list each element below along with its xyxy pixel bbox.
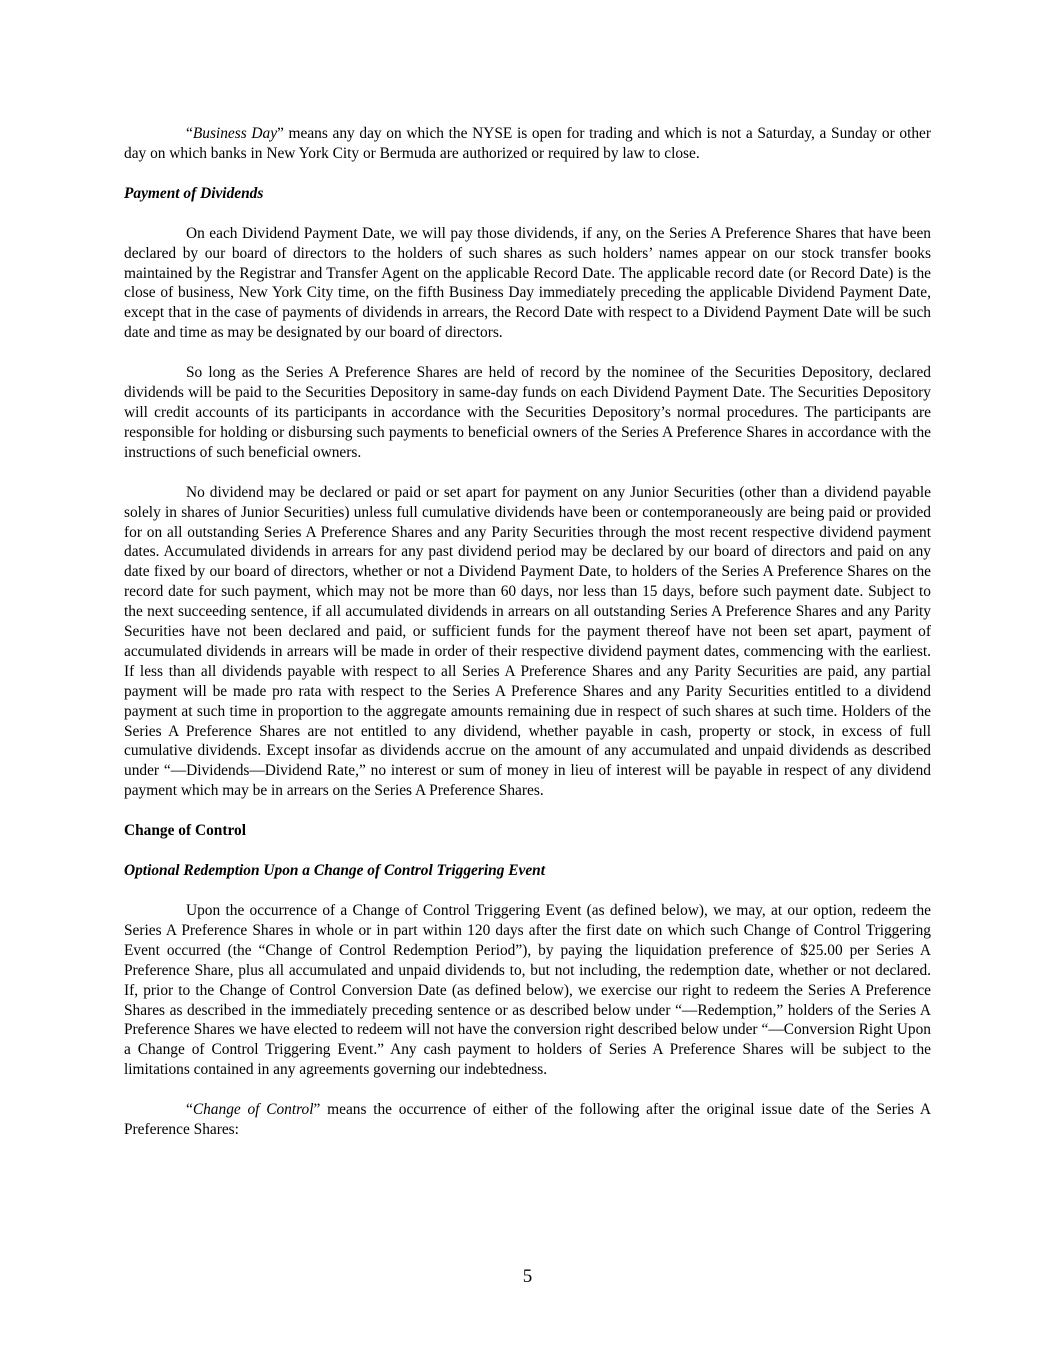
defined-term-business-day: Business Day bbox=[192, 125, 278, 142]
definition-text: ” means the occurrence of either of the following after the original issue date of the Series A Preference Shares: bbox=[124, 1101, 931, 1139]
document-body bbox=[124, 124, 931, 1160]
defined-term-change-of-control: Change of Control bbox=[192, 1101, 314, 1119]
change-of-control-definition bbox=[124, 1100, 931, 1140]
open-quote: “ bbox=[186, 125, 193, 142]
payment-paragraph-1: On each Dividend Payment Date, we will pay those dividends, if any, on the Series A Preference Shares that have been declared by our board of directors to the holders of such shares as such holders’ names appear on our stock transfer books maintained by the Registrar and Transfer Agent on the applicable Record Date. The applicable record date (or Record Date) is the close of business, New York City time, on the fifth Business Day immediately preceding the applicable Dividend Payment Date, except that in the case of payments of dividends in arrears, the Record Date with respect to a Dividend Payment Date will be such date and time as may be designated by our board of directors. bbox=[124, 224, 931, 342]
definition-text: ” means any day on which the NYSE is open for trading and which is not a Saturday, a Sunday or other day on which banks in New York City or Bermuda are authorized or required by law to close. bbox=[124, 125, 931, 162]
heading-optional-redemption: Optional Redemption Upon a Change of Control Triggering Event bbox=[124, 862, 546, 880]
business-day-definition bbox=[124, 124, 931, 164]
heading-payment-of-dividends: Payment of Dividends bbox=[124, 184, 264, 202]
payment-paragraph-3: No dividend may be declared or paid or set apart for payment on any Junior Securities (other than a dividend payable solely in shares of Junior Securities) unless full cumulative dividends have been or contemporaneously are being paid or provided for on all outstanding Series A Preference Shares and any Parity Securities through the most recent respective dividend payment dates. Accumulated dividends in arrears for any past dividend period may be declared by our board of directors and paid on any date fixed by our board of directors, whether or not a Dividend Payment Date, to holders of the Series A Preference Shares on the record date for such payment, which may not be more than 60 days, nor less than 15 days, before such payment date. Subject to the next succeeding sentence, if all accumulated dividends in arrears on all outstanding Series A Preference Shares and any Parity Securities have not been declared and paid, or sufficient funds for the payment thereof have not been set apart, payment of accumulated dividends in arrears will be made in order of their respective dividend payment dates, commencing with the earliest. If less than all dividends payable with respect to all Series A Preference Shares and any Parity Securities are paid, any partial payment will be made pro rata with respect to the Series A Preference Shares and any Parity Securities entitled to a dividend payment at such time in proportion to the aggregate amounts remaining due in respect of such shares at such time. Holders of the Series A Preference Shares are not entitled to any dividend, whether payable in cash, property or stock, in excess of full cumulative dividends. Except insofar as dividends accrue on the amount of any accumulated and unpaid dividends as described under “—Dividends—Dividend Rate,” no interest or sum of money in lieu of interest will be payable in respect of any dividend payment which may be in arrears on the Series A Preference Shares. bbox=[124, 483, 931, 800]
page-number: 5 bbox=[522, 1266, 533, 1287]
payment-paragraph-2: So long as the Series A Preference Shares are held of record by the nominee of the Securities Depository, declared dividends will be paid to the Securities Depository in same-day funds on each Dividend Payment Date. The Securities Depository will credit accounts of its participants in accordance with the Securities Depository’s normal procedures. The participants are responsible for holding or disbursing such payments to beneficial owners of the Series A Preference Shares in accordance with the instructions of such beneficial owners. bbox=[124, 364, 931, 461]
heading-change-of-control: Change of Control bbox=[124, 822, 246, 840]
open-quote: “ bbox=[186, 1101, 193, 1119]
redemption-paragraph: Upon the occurrence of a Change of Control Triggering Event (as defined below), we may, at our option, redeem the Series A Preference Shares in whole or in part within 120 days after the first date on which such Change of Control Triggering Event occurred (the “Change of Control Redemption Period”), by paying the liquidation preference of $25.00 per Series A Preference Share, plus all accumulated and unpaid dividends to, but not including, the redemption date, whether or not declared. If, prior to the Change of Control Conversion Date (as defined below), we exercise our right to redeem the Series A Preference Shares as described in the immediately preceding sentence or as described below under “—Redemption,” holders of the Series A Preference Shares we have elected to redeem will not have the conversion right described below under “—Conversion Right Upon a Change of Control Triggering Event.” Any cash payment to holders of Series A Preference Shares will be subject to the limitations contained in any agreements governing our indebtedness. bbox=[124, 902, 931, 1079]
